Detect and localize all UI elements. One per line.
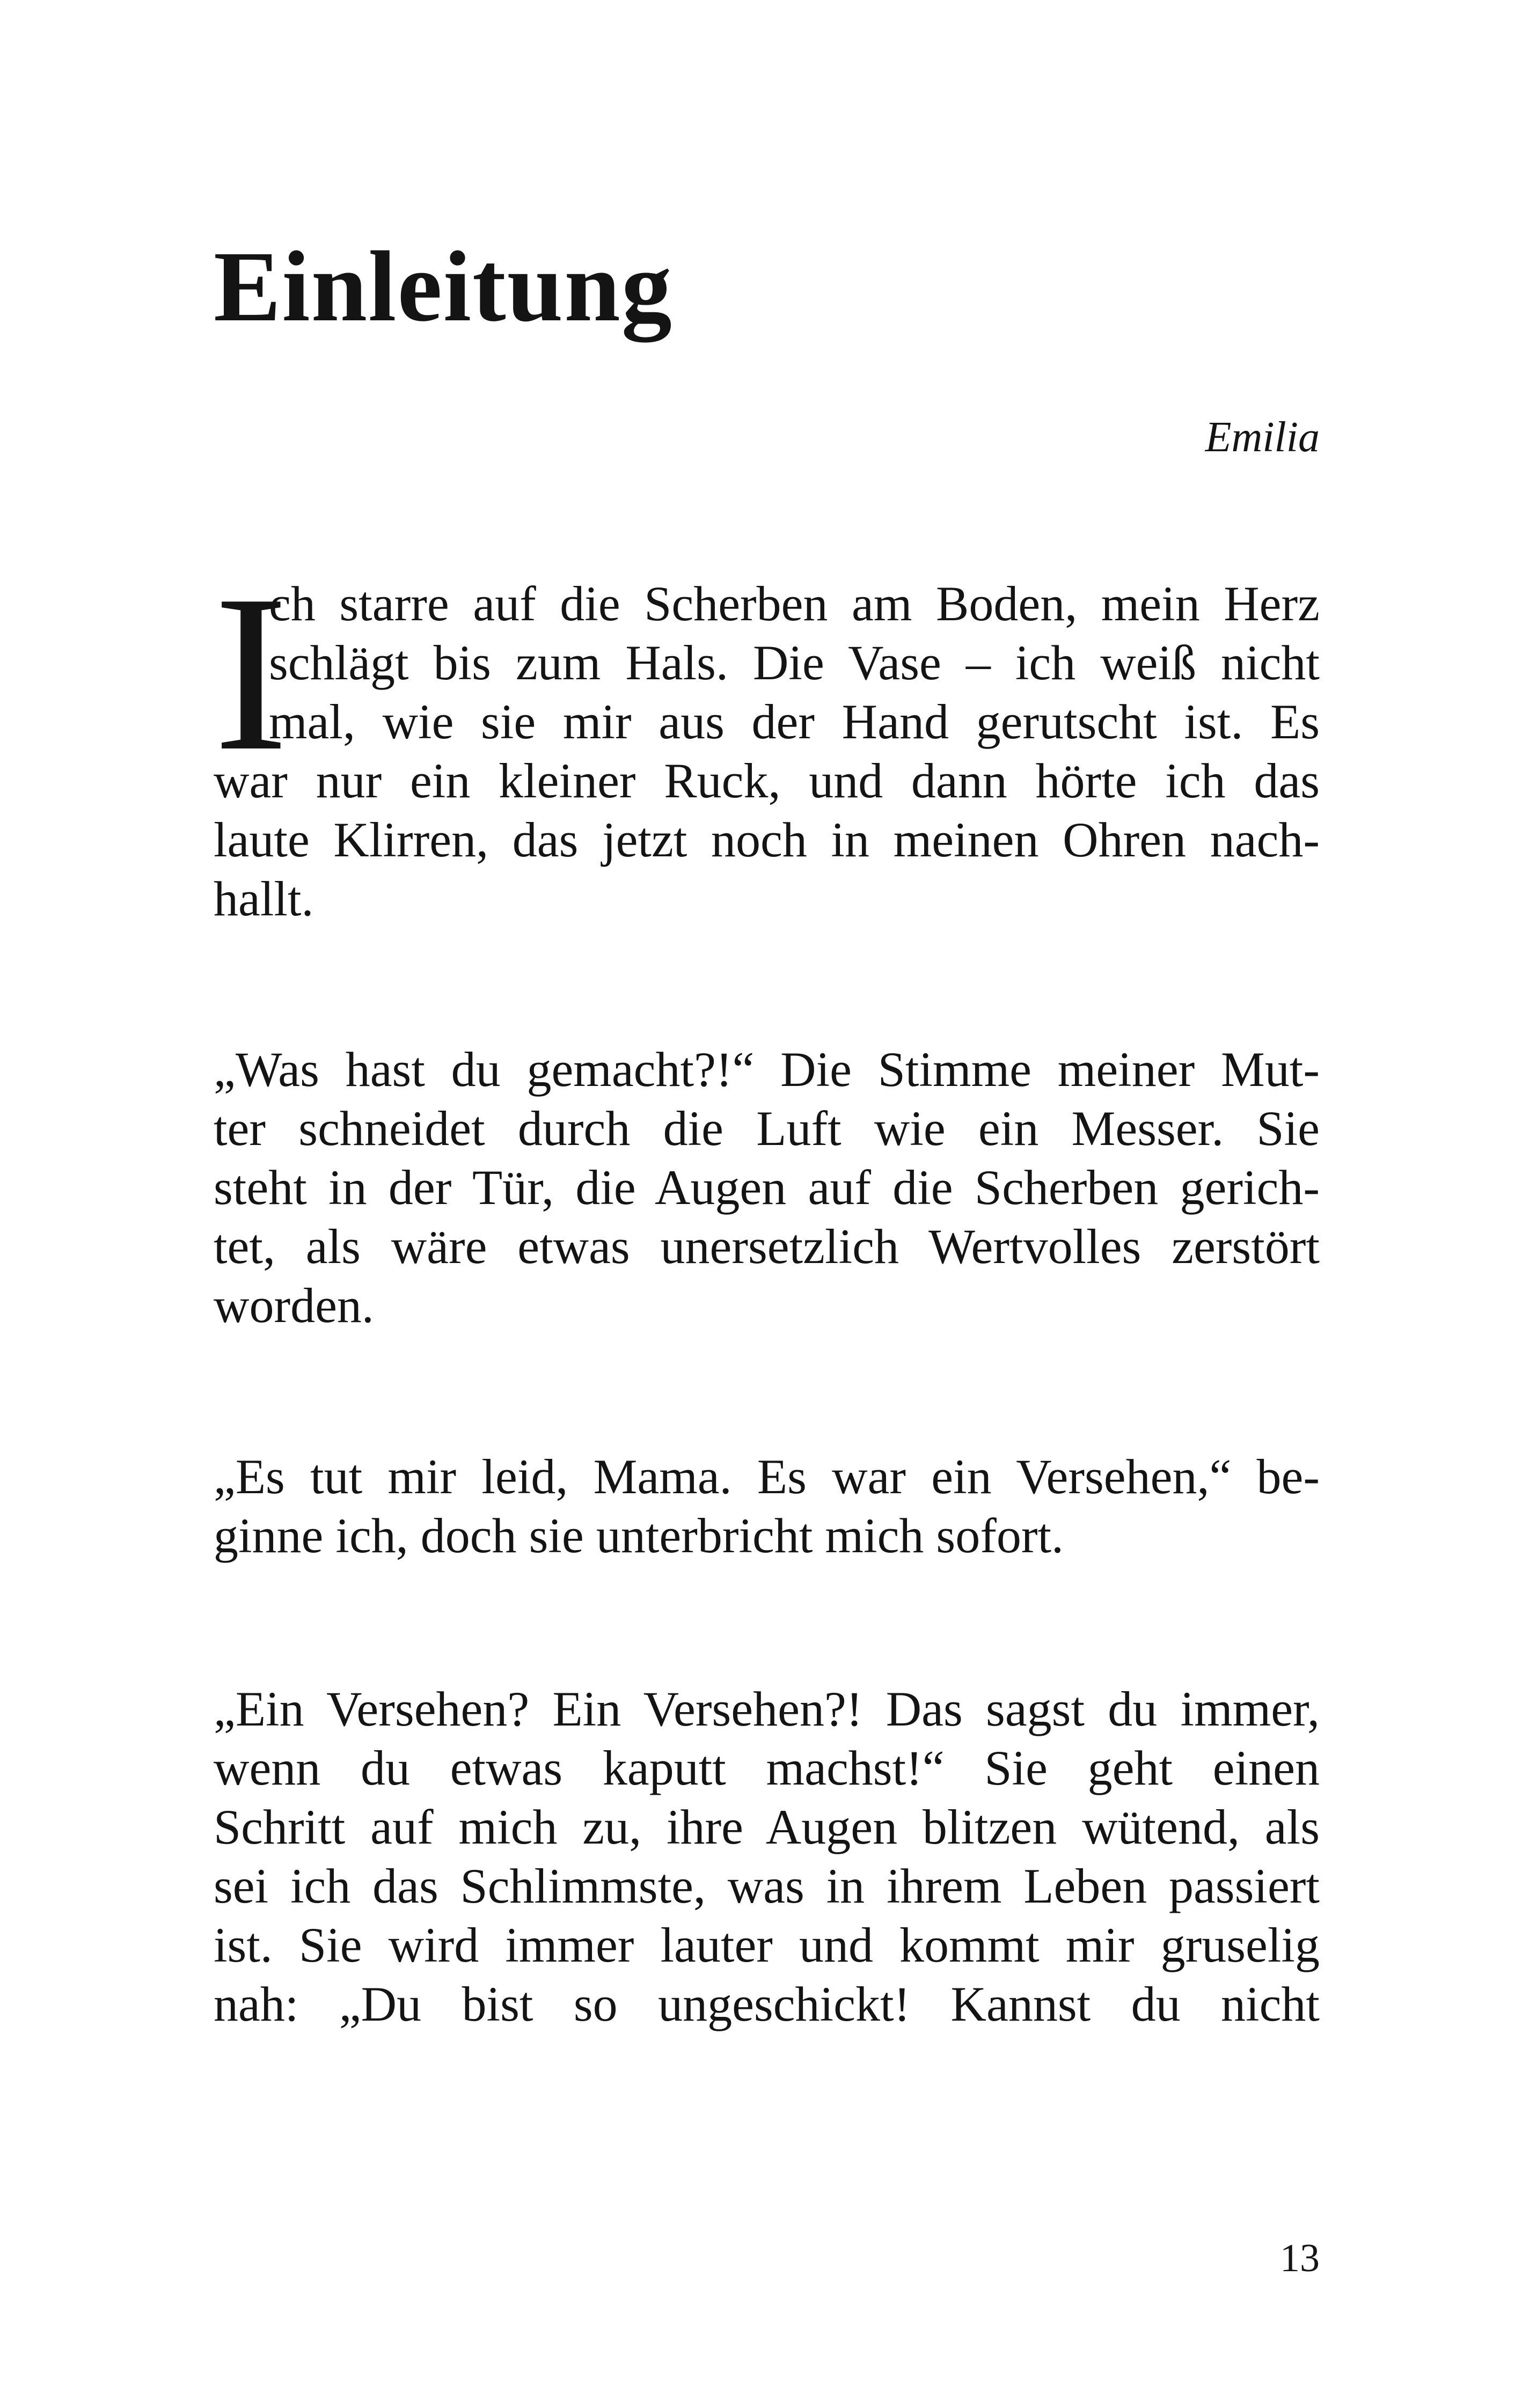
paragraph-2 xyxy=(214,1040,1320,1335)
paragraph-line: war nur ein kleiner Ruck, und dann hörte ich das xyxy=(214,753,1320,808)
paragraph-line: Schritt auf mich zu, ihre Augen blitzen wütend, als xyxy=(214,1800,1320,1854)
paragraph-line: steht in der Tür, die Augen auf die Scherben gerich- xyxy=(214,1160,1320,1215)
paragraph-4 xyxy=(214,1679,1320,2033)
page-number: 13 xyxy=(1280,2236,1320,2280)
paragraph-line: ist. Sie wird immer lauter und kommt mir gruselig xyxy=(214,1918,1320,1972)
paragraph-line: mal, wie sie mir aus der Hand gerutscht ist. Es xyxy=(269,694,1320,749)
chapter-title: Einleitung xyxy=(214,230,673,342)
paragraph-line: hallt. xyxy=(214,871,314,926)
paragraph-1 xyxy=(214,574,1320,928)
paragraph-3 xyxy=(214,1447,1320,1565)
paragraph-line: „Was hast du gemacht?!“ Die Stimme meiner Mut- xyxy=(214,1042,1320,1097)
paragraph-line: tet, als wäre etwas unersetzlich Wertvolles zerstört xyxy=(214,1219,1320,1274)
paragraph-line: „Es tut mir leid, Mama. Es war ein Versehen,“ be- xyxy=(214,1449,1320,1504)
paragraph-line: nah: „Du bist so ungeschickt! Kannst du nicht xyxy=(214,1977,1320,2031)
paragraph-line: ter schneidet durch die Luft wie ein Messer. Sie xyxy=(214,1101,1320,1156)
paragraph-line: laute Klirren, das jetzt noch in meinen Ohren nach- xyxy=(214,812,1320,867)
paragraph-line: „Ein Versehen? Ein Versehen?! Das sagst du immer, xyxy=(214,1682,1320,1736)
paragraph-line: wenn du etwas kaputt machst!“ Sie geht einen xyxy=(214,1741,1320,1795)
paragraph-line: schlägt bis zum Hals. Die Vase – ich weiß nicht xyxy=(269,635,1320,690)
paragraph-line: ginne ich, doch sie unterbricht mich sofort. xyxy=(214,1508,1064,1563)
paragraph-line: worden. xyxy=(214,1278,374,1333)
paragraph-line: ch starre auf die Scherben am Boden, mein Herz xyxy=(269,576,1320,631)
drop-cap: I xyxy=(214,549,289,797)
paragraph-line: sei ich das Schlimmste, was in ihrem Leben passiert xyxy=(214,1859,1320,1913)
narrator-name: Emilia xyxy=(1205,414,1320,461)
